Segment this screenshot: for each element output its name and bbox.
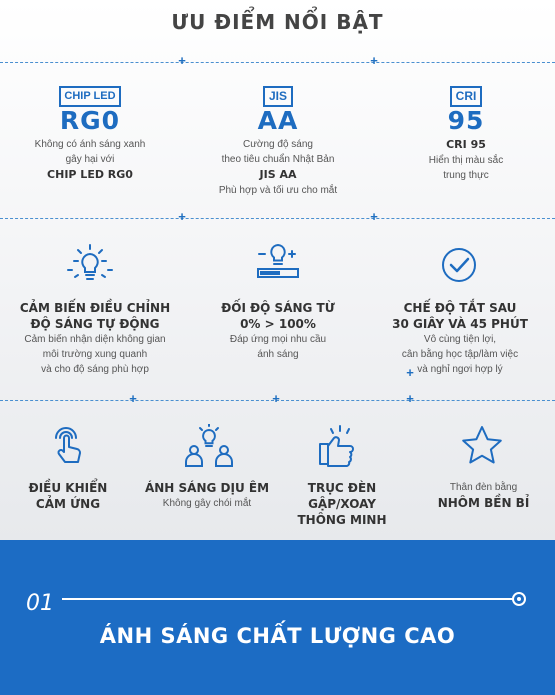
feature-desc: Phù hợp và tối ưu cho mắt bbox=[218, 185, 338, 196]
feature-title: THÔNG MINH bbox=[297, 513, 387, 527]
feature-desc: môi trường xung quanh bbox=[42, 349, 148, 360]
spec-badge: JIS bbox=[263, 86, 293, 107]
section-number: 01 bbox=[26, 591, 54, 616]
star-icon bbox=[460, 424, 504, 466]
feature-desc: gây hại với bbox=[65, 154, 115, 165]
feature-title: NHÔM BỀN BỈ bbox=[437, 496, 530, 510]
feature-desc: Vô cùng tiện lợi, bbox=[423, 334, 497, 345]
plus-icon: + bbox=[178, 209, 186, 224]
feature-desc: Không gây chói mắt bbox=[162, 498, 252, 509]
feature-title: TRỤC ĐÈN GẬP/XOAY bbox=[307, 481, 377, 511]
feature-title: 30 GIÂY VÀ 45 PHÚT bbox=[392, 317, 528, 331]
section-rule bbox=[62, 598, 514, 600]
spec-value: AA bbox=[257, 106, 299, 135]
feature-desc: Thân đèn bằng bbox=[449, 482, 518, 493]
spec-badge: CRI bbox=[450, 86, 483, 107]
feature-desc: Cường độ sáng bbox=[243, 139, 313, 150]
feature-aluminum-body bbox=[412, 480, 555, 511]
feature-title: CẢM BIẾN ĐIỀU CHỈNH bbox=[19, 301, 171, 315]
people-bulb-icon bbox=[184, 424, 234, 468]
feature-highlight: CRI 95 bbox=[446, 138, 486, 151]
feature-highlight: JIS AA bbox=[259, 168, 297, 181]
divider bbox=[0, 62, 555, 63]
page-title: ƯU ĐIỂM NỔI BẬT bbox=[171, 10, 384, 34]
check-circle-icon bbox=[440, 246, 478, 284]
plus-icon: + bbox=[406, 391, 414, 406]
feature-auto-off bbox=[366, 300, 554, 380]
section-title: ÁNH SÁNG CHẤT LƯỢNG CAO bbox=[99, 624, 456, 648]
spec-value: 95 bbox=[447, 106, 485, 135]
touch-hand-icon bbox=[50, 424, 86, 466]
bulb-sensor-icon bbox=[66, 244, 114, 284]
section-banner bbox=[0, 540, 555, 695]
feature-jis bbox=[190, 86, 366, 198]
feature-desc: Đáp ứng mọi nhu cầu bbox=[229, 334, 327, 345]
feature-desc: Cảm biến nhận diện không gian bbox=[24, 334, 166, 345]
plus-icon: + bbox=[129, 391, 137, 406]
feature-desc: ánh sáng bbox=[257, 349, 299, 360]
feature-title: 0% > 100% bbox=[240, 317, 316, 331]
feature-title: ÁNH SÁNG DỊU ÊM bbox=[144, 481, 270, 495]
plus-icon: + bbox=[370, 53, 378, 68]
feature-desc: và cho độ sáng phù hợp bbox=[41, 364, 149, 375]
feature-chip-led bbox=[2, 86, 178, 183]
brightness-bulb-icon bbox=[256, 242, 300, 282]
feature-rotating-arm bbox=[272, 480, 412, 528]
feature-brightness-range bbox=[186, 300, 370, 362]
plus-icon: + bbox=[406, 365, 414, 380]
plus-icon: + bbox=[370, 209, 378, 224]
feature-desc: và nghỉ ngơi hợp lý bbox=[417, 364, 503, 375]
feature-title: CẢM ỨNG bbox=[35, 497, 101, 511]
spec-value: RG0 bbox=[59, 106, 121, 135]
feature-touch-control bbox=[0, 480, 136, 512]
feature-title: ĐỘ SÁNG TỰ ĐỘNG bbox=[30, 317, 160, 331]
feature-desc: Không có ánh sáng xanh bbox=[34, 139, 146, 150]
feature-title: CHẾ ĐỘ TẮT SAU bbox=[403, 301, 517, 315]
plus-icon: + bbox=[272, 391, 280, 406]
feature-soft-light bbox=[136, 480, 278, 511]
feature-title: ĐIỀU KHIỂN bbox=[28, 481, 108, 495]
feature-cri bbox=[378, 86, 554, 183]
plus-icon: + bbox=[178, 53, 186, 68]
feature-highlight: CHIP LED RG0 bbox=[47, 168, 133, 181]
divider bbox=[0, 218, 555, 219]
circle-dot-icon bbox=[512, 592, 526, 606]
feature-desc: theo tiêu chuẩn Nhật Bản bbox=[221, 154, 335, 165]
feature-desc: cân bằng học tập/làm việc bbox=[401, 349, 519, 360]
feature-desc: trung thực bbox=[443, 170, 489, 181]
feature-auto-brightness bbox=[0, 300, 190, 377]
feature-title: ĐỐI ĐỘ SÁNG TỪ bbox=[221, 301, 335, 315]
feature-desc: Hiển thị màu sắc bbox=[428, 155, 504, 166]
thumbs-up-icon bbox=[318, 424, 362, 468]
spec-badge: CHIP LED bbox=[59, 86, 120, 107]
